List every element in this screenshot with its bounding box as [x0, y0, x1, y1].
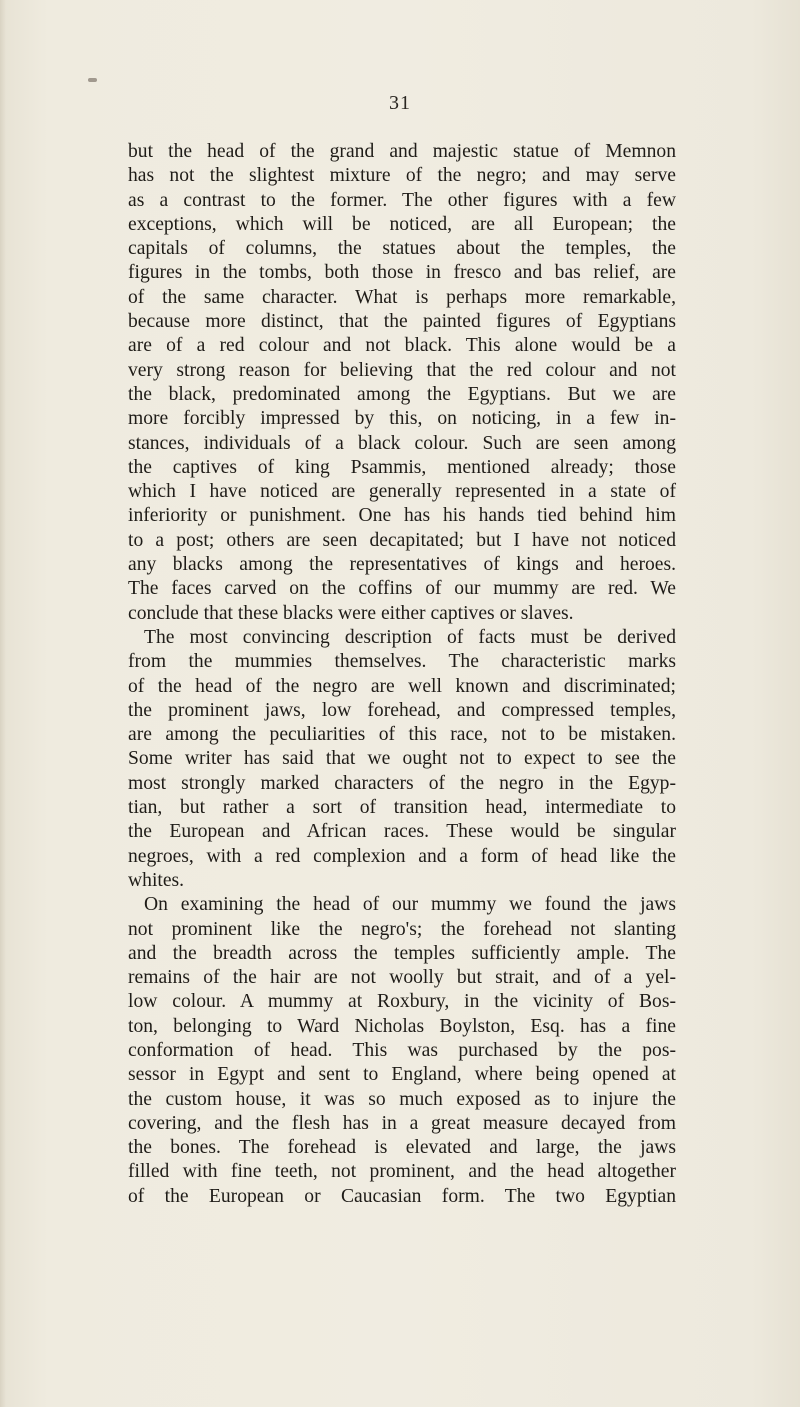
- text-line: figures in the tombs, both those in fresco and bas relief, are: [128, 262, 676, 284]
- text-line: capitals of columns, the statues about the temples, the: [128, 238, 676, 260]
- text-line: more forcibly impressed by this, on noticing, in a few in-: [128, 408, 676, 430]
- text-line: the black, predominated among the Egyptians. But we are: [128, 383, 676, 405]
- text-line: as a contrast to the former. The other figures with a few: [128, 189, 676, 211]
- text-line: the bones. The forehead is elevated and large, the jaws: [128, 1137, 676, 1159]
- body-text: [128, 140, 676, 1209]
- text-line: filled with fine teeth, not prominent, and the head altogether: [128, 1161, 676, 1183]
- text-line: Some writer has said that we ought not to expect to see the: [128, 748, 676, 770]
- text-line: the custom house, it was so much exposed as to injure the: [128, 1088, 676, 1110]
- text-line: are among the peculiarities of this race, not to be mistaken.: [128, 724, 676, 746]
- text-line: are of a red colour and not black. This alone would be a: [128, 335, 676, 357]
- text-line: most strongly marked characters of the negro in the Egyp-: [128, 772, 676, 794]
- text-line: covering, and the flesh has in a great measure decayed from: [128, 1112, 676, 1134]
- text-line: conclude that these blacks were either captives or slaves.: [128, 602, 574, 624]
- text-line: not prominent like the negro's; the forehead not slanting: [128, 918, 676, 940]
- text-line: sessor in Egypt and sent to England, where being opened at: [128, 1064, 676, 1086]
- text-line: and the breadth across the temples sufficiently ample. The: [128, 942, 676, 964]
- page-edge-shadow: [0, 0, 6, 1407]
- text-line: which I have noticed are generally represented in a state of: [128, 481, 676, 503]
- page-number: 31: [389, 92, 411, 114]
- text-line: inferiority or punishment. One has his hands tied behind him: [128, 505, 676, 527]
- text-line: ton, belonging to Ward Nicholas Boylston, Esq. has a fine: [128, 1015, 676, 1037]
- text-line: the prominent jaws, low forehead, and compressed temples,: [128, 699, 676, 721]
- text-line: from the mummies themselves. The characteristic marks: [128, 651, 676, 673]
- text-line: stances, individuals of a black colour. Such are seen among: [128, 432, 676, 454]
- text-line: any blacks among the representatives of kings and heroes.: [128, 554, 676, 576]
- paragraph-start-line: On examining the head of our mummy we found the jaws: [144, 894, 676, 916]
- paragraph-start-line: The most convincing description of facts must be derived: [144, 626, 676, 648]
- text-line: remains of the hair are not woolly but strait, and of a yel-: [128, 967, 676, 989]
- text-line: low colour. A mummy at Roxbury, in the vicinity of Bos-: [128, 991, 676, 1013]
- text-line: the captives of king Psammis, mentioned already; those: [128, 456, 676, 478]
- text-line: negroes, with a red complexion and a form of head like the: [128, 845, 676, 867]
- text-line: whites.: [128, 869, 185, 891]
- text-line: The faces carved on the coffins of our mummy are red. We: [128, 578, 676, 600]
- text-line: but the head of the grand and majestic statue of Memnon: [128, 141, 676, 162]
- text-line: tian, but rather a sort of transition head, intermediate to: [128, 797, 676, 819]
- ink-mark: [88, 78, 97, 82]
- text-line: has not the slightest mixture of the negro; and may serve: [128, 165, 676, 187]
- text-line: of the same character. What is perhaps more remarkable,: [128, 286, 676, 308]
- text-line: of the head of the negro are well known and discriminated;: [128, 675, 676, 697]
- text-line: because more distinct, that the painted figures of Egyptians: [128, 311, 676, 333]
- text-line: of the European or Caucasian form. The two Egyptian: [128, 1185, 676, 1207]
- text-line: to a post; others are seen decapitated; but I have not noticed: [128, 529, 676, 551]
- text-line: conformation of head. This was purchased by the pos-: [128, 1039, 676, 1061]
- text-line: very strong reason for believing that the red colour and not: [128, 359, 676, 381]
- text-line: exceptions, which will be noticed, are all European; the: [128, 213, 676, 235]
- text-line: the European and African races. These would be singular: [128, 821, 676, 843]
